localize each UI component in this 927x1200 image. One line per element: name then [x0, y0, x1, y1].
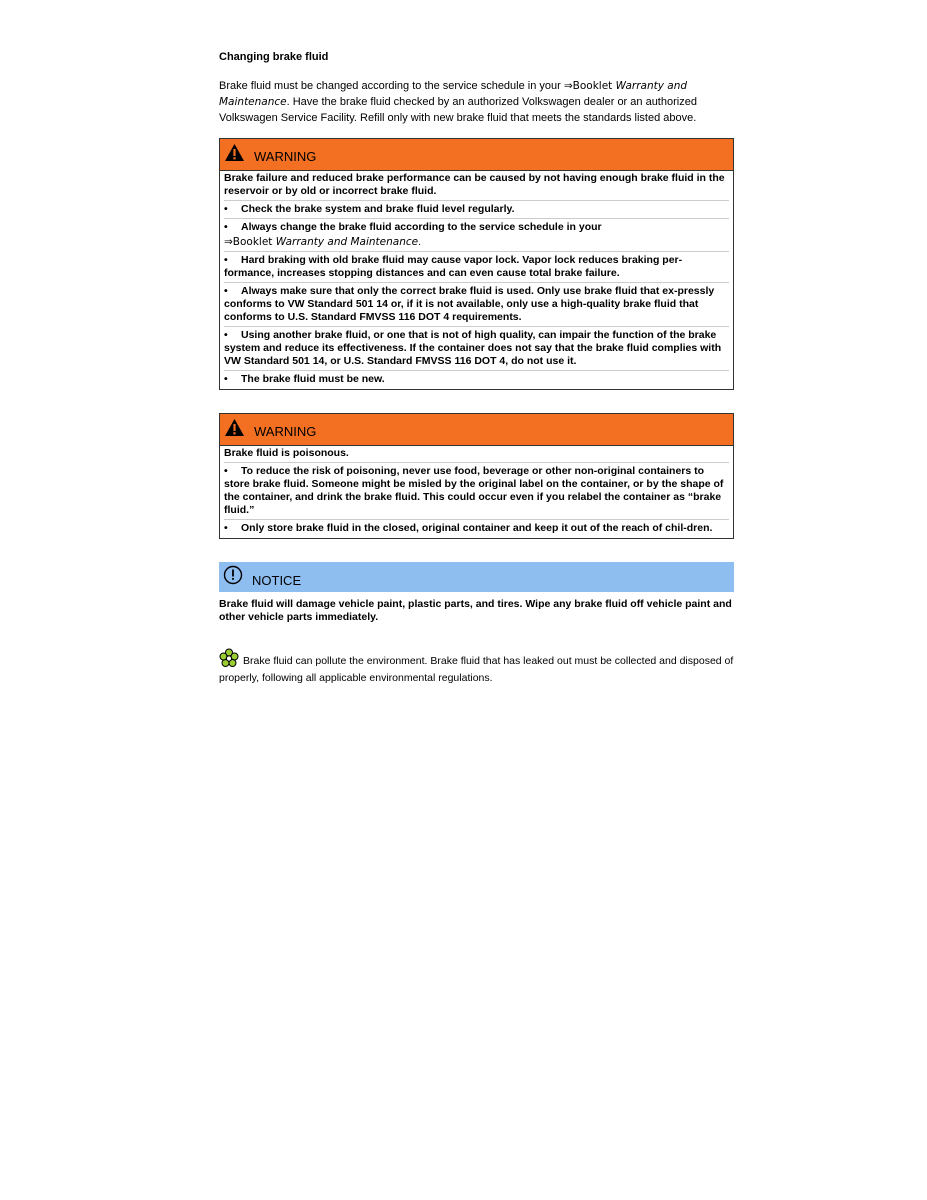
warning-title: WARNING: [254, 424, 317, 439]
exclamation-circle-icon: [223, 565, 243, 590]
page-content: [219, 50, 734, 685]
warning-box-brake-failure: [219, 138, 734, 390]
warning-triangle-icon: [224, 418, 245, 442]
warning-header: [220, 139, 733, 171]
warning-triangle-icon: [224, 143, 245, 167]
warning-item: • Always change the brake fluid according to the service schedule in your: [224, 218, 729, 234]
warning-item: • Only store brake fluid in the closed, original container and keep it out of the reach of chil-dren.: [224, 519, 729, 535]
notice-body: Brake fluid will damage vehicle paint, plastic parts, and tires. Wipe any brake fluid off vehicle paint and other vehicle parts immediately.: [219, 598, 732, 623]
intro-paragraph: [219, 78, 734, 126]
warning-body: [220, 446, 733, 538]
booklet-title-a: Warranty and: [615, 80, 688, 92]
intro-text-b: . Have the brake fluid checked by an authorized Volkswagen dealer or an authorized: [286, 96, 697, 108]
environment-text: Brake fluid can pollute the environment. Brake fluid that has leaked out must be collected and disposed of properly, following all applicable environmental regulations.: [219, 655, 734, 684]
intro-text-c: Volkswagen Service Facility. Refill only with new brake fluid that meets the standards listed above.: [219, 112, 697, 124]
warning-item: • Using another brake fluid, or one that is not of high quality, can impair the function of the brake system and reduce its effectiveness. If the container does not say that the brake fluid complies with VW Standard 501 14, or U.S. Standard FMVSS 116 DOT 4, do not use it.: [224, 326, 729, 368]
intro-text-a: Brake fluid must be changed according to the service schedule in your: [219, 80, 564, 92]
warning-lead: Brake fluid is poisonous.: [224, 447, 349, 459]
warning-item: • The brake fluid must be new.: [224, 370, 729, 386]
notice-title: NOTICE: [252, 572, 302, 588]
warning-body: [220, 171, 733, 389]
warning-item: • Always make sure that only the correct brake fluid is used. Only use brake fluid that ex-pressly conforms to VW Standard 501 14 or, if it is not available, only use a high-quality brake fluid that conforms to U.S. Standard FMVSS 116 DOT 4 requirements.: [224, 282, 729, 324]
warning-booklet-reference: ⇒Booklet Warranty and Maintenance.: [224, 236, 422, 248]
warning-item: • Hard braking with old brake fluid may cause vapor lock. Vapor lock reduces braking per-formance, increases stopping distances and can even cause total brake failure.: [224, 251, 729, 280]
warning-item: • Check the brake system and brake fluid level regularly.: [224, 200, 729, 216]
warning-header: [220, 414, 733, 446]
warning-title: WARNING: [254, 149, 317, 164]
booklet-title-b: Maintenance: [219, 96, 287, 108]
booklet-reference: ⇒Booklet: [563, 80, 616, 92]
warning-box-poisonous: [219, 413, 734, 539]
warning-item: • To reduce the risk of poisoning, never use food, beverage or other non-original containers to store brake fluid. Someone might be misled by the original label on the container, or by the shape of the container, and drink the brake fluid. This could occur even if you relabel the container as “brake fluid.”: [224, 462, 729, 517]
environment-note: [219, 648, 734, 685]
notice-header: [219, 562, 734, 592]
section-title: Changing brake fluid: [219, 51, 329, 63]
flower-icon: [219, 648, 239, 672]
warning-lead: Brake failure and reduced brake performance can be caused by not having enough brake fluid in the reservoir or by old or incorrect brake fluid.: [224, 172, 725, 197]
